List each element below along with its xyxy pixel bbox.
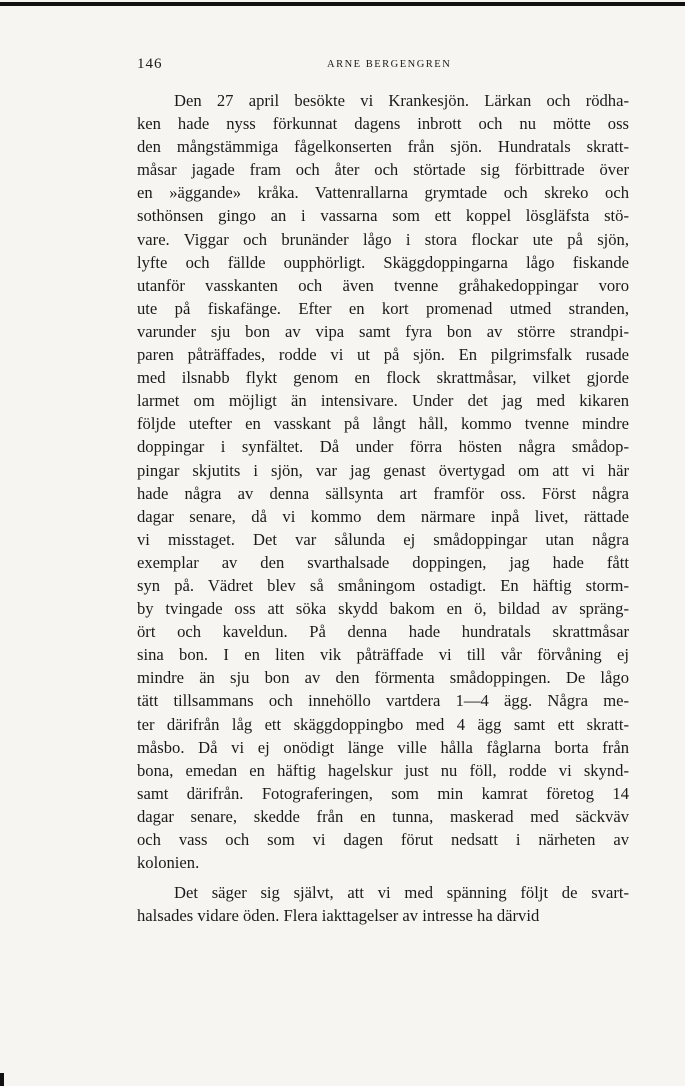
text-line: utanför vasskanten och även tvenne gråhakedoppingar voro: [137, 275, 629, 295]
text-line: med ilsnabb flykt genom en flock skrattmåsar, vilket gjorde: [137, 368, 629, 388]
text-line: lyfte och fällde oupphörligt. Skäggdoppingarna lågo fiskande: [137, 252, 629, 272]
top-border-rule: [0, 2, 685, 6]
text-line: kolonien.: [137, 853, 200, 873]
text-line: halsades vidare öden. Flera iakttagelser av intresse ha därvid: [137, 906, 540, 926]
paragraph: [137, 881, 629, 927]
text-line: by tvingade oss att söka skydd bakom en ö, bildad av spräng-: [137, 599, 629, 619]
scan-edge-mark: [0, 1073, 4, 1086]
text-line: tätt tillsammans och innehöllo vartdera 1—4 ägg. Några me-: [137, 691, 629, 711]
text-line: doppingar i synfältet. Då under förra hösten några smådop-: [137, 437, 629, 457]
text-line: exemplar av den svarthalsade doppingen, jag hade fått: [137, 552, 629, 572]
body-text: [137, 89, 629, 927]
text-line: sothönsen gingo an i vassarna som ett koppel lösgläfsta stö-: [137, 206, 629, 226]
text-line: larmet om möjligt än intensivare. Under det jag med kikaren: [137, 391, 629, 411]
text-line: Den 27 april besökte vi Krankesjön. Lärkan och rödha-: [174, 91, 629, 110]
text-line: bona, emedan en häftig hagelskur just nu föll, rodde vi skynd-: [137, 760, 629, 780]
text-line: vare. Viggar och brunänder lågo i stora flockar ute på sjön,: [137, 229, 629, 249]
text-line: måsar jagade fram och åter och störtade sig förbittrade över: [137, 160, 629, 180]
running-head: ARNE BERGENGREN: [327, 59, 452, 70]
text-line: hade några av denna sällsynta art framför oss. Först några: [137, 483, 629, 503]
text-line: Det säger sig självt, att vi med spänning följt de svart-: [174, 883, 629, 903]
page-number: 146: [137, 56, 163, 72]
text-line: ken hade nyss förkunnat dagens inbrott och nu mötte oss: [137, 114, 629, 134]
text-line: följde utefter en vasskant på långt håll, kommo tvenne mindre: [137, 414, 629, 434]
text-line: sina bon. I en liten vik påträffade vi till vår förvåning ej: [137, 645, 629, 665]
text-line: ört och kaveldun. På denna hade hundratals skrattmåsar: [137, 622, 629, 642]
text-line: samt därifrån. Fotograferingen, som min kamrat företog 14: [137, 783, 629, 803]
text-line: en »äggande» kråka. Vattenrallarna grymtade och skreko och: [137, 183, 629, 203]
text-line: och vass och som vi dagen förut nedsatt i närheten av: [137, 830, 629, 849]
text-line: den mångstämmiga fågelkonserten från sjön. Hundratals skratt-: [137, 137, 629, 157]
paragraph: [137, 89, 629, 874]
text-line: varunder sju bon av vipa samt fyra bon av större strandpi-: [137, 321, 629, 341]
text-line: vi misstaget. Det var sålunda ej smådoppingar utan några: [137, 529, 629, 549]
text-line: dagar senare, då vi kommo dem närmare inpå livet, rättade: [137, 506, 629, 526]
text-line: syn på. Vädret blev så småningom ostadigt. En häftig storm-: [137, 575, 629, 595]
text-line: måsbo. Då vi ej onödigt länge ville hålla fåglarna borta från: [137, 737, 629, 757]
text-line: ute på fiskafänge. Efter en kort promenad utmed stranden,: [137, 298, 629, 318]
text-line: pingar skjutits i sjön, var jag genast övertygad om att vi här: [137, 460, 629, 480]
page-header: [137, 56, 629, 78]
text-line: ter därifrån låg ett skäggdoppingbo med 4 ägg samt ett skratt-: [137, 714, 629, 734]
text-line: dagar senare, skedde från en tunna, maskerad med säckväv: [137, 806, 629, 826]
text-line: paren påträffades, rodde vi ut på sjön. En pilgrimsfalk rusade: [137, 345, 629, 365]
text-line: mindre än sju bon av den förmenta smådoppingen. De lågo: [137, 668, 629, 688]
paragraph-gap: [137, 874, 629, 881]
